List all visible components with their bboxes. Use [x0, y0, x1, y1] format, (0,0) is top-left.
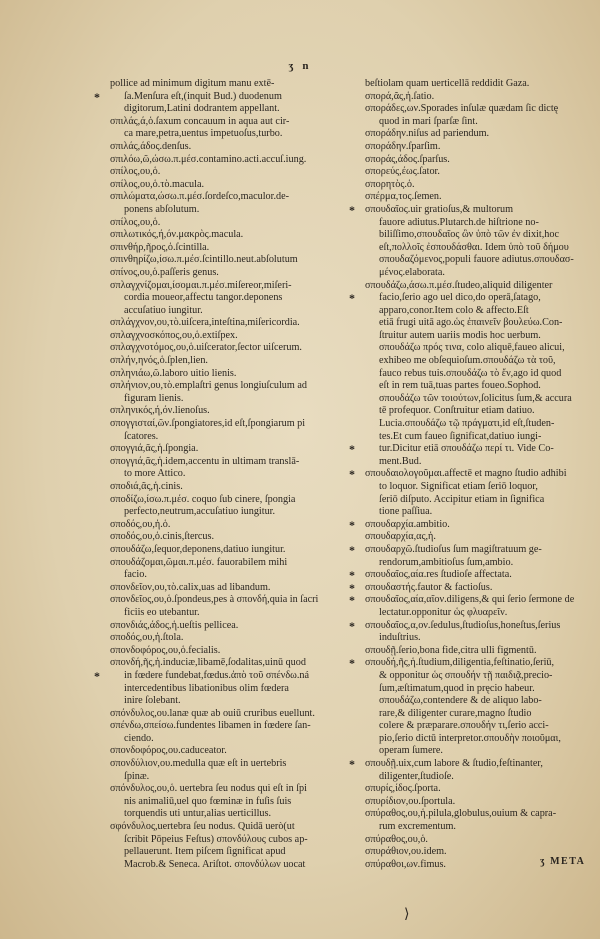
text-line: [110, 141, 335, 154]
line-text: σποράδην.niſus ad pariendum.: [365, 128, 490, 140]
text-line: [365, 733, 590, 746]
text-line: [110, 645, 335, 658]
line-text: colere & præparare.σπουδήν τι,ſerio acci-: [379, 720, 549, 732]
line-text: σπονδύλιον,ου.medulla quæ eſt in uertebris: [110, 758, 287, 770]
line-text: etiā frugi uitā ago.ὡς ἐπαινεῖν βουλεύω.Con-: [379, 317, 563, 329]
line-text: ciendo.: [124, 732, 154, 744]
text-line: [365, 695, 590, 708]
text-line: [349, 593, 590, 608]
text-line: [365, 305, 590, 318]
text-line: [110, 229, 335, 242]
asterisk-icon: *: [349, 467, 355, 482]
line-text: σπουδαῖος,αία,αῖον.diligens,& qui ſerio ſermone de: [365, 594, 575, 606]
line-text: Macrob.& Seneca. Ariſtot. σπονδύλων uocat: [124, 858, 306, 870]
line-text: σπονδοφόρος,ου.caduceator.: [110, 745, 227, 757]
text-line: [365, 103, 590, 116]
line-text: perfecto,neutrum,accuſatiuo iungitur.: [124, 506, 276, 518]
line-text: quod in mari ſparſæ ſint.: [379, 115, 478, 127]
asterisk-icon: *: [349, 202, 355, 217]
line-text: σποράδην.ſparſim.: [365, 140, 441, 152]
line-text: σπίλος,ου,ὁ.: [110, 166, 161, 178]
text-line: [349, 568, 590, 583]
text-line: [110, 569, 335, 582]
text-line: [110, 166, 335, 179]
line-text: σπυράθιον,ου.idem.: [365, 846, 447, 858]
text-line: [94, 89, 335, 104]
line-text: ca mare,petra,uentus impetuoſus,turbo.: [124, 128, 283, 140]
line-text: σποδιά,ᾶς,ἡ.cinis.: [110, 481, 183, 492]
text-line: [110, 594, 335, 607]
asterisk-icon: *: [349, 517, 355, 532]
text-line: [110, 368, 335, 381]
line-text: facio,ſerio ago uel dico,do operā,ſatago,: [379, 292, 541, 304]
line-text: σπουδαζόμενος,populi fauore adiutus.σπουδασ-: [379, 254, 574, 266]
text-line: [349, 656, 590, 671]
line-text: σπέρμα,τος.ſemen.: [365, 191, 442, 203]
text-line: [365, 456, 590, 469]
text-line: [365, 393, 590, 406]
text-line: [365, 330, 590, 343]
line-text: beſtiolam quam uerticellā reddidit Gaza.: [365, 78, 530, 89]
text-line: [110, 330, 335, 343]
text-line: [365, 431, 590, 444]
line-text: σποδίζω,ίσω.π.μέσ. coquo ſub cinere, ſpongia: [110, 493, 296, 505]
line-text: σπουδάζω,ſequor,deponens,datiuo iungitur.: [110, 543, 286, 555]
text-line: [365, 783, 590, 796]
text-line: [365, 708, 590, 721]
text-line: [365, 342, 590, 355]
line-text: σποδός,ου,ἡ.ſtola.: [110, 632, 184, 644]
text-line: [110, 204, 335, 217]
line-text: σποράδες,ων.Sporades inſulæ quædam ſic dictę: [365, 103, 559, 115]
text-line: [110, 431, 335, 444]
line-text: induſtrius.: [379, 632, 421, 644]
text-line: [365, 405, 590, 418]
text-line: [110, 305, 335, 318]
text-line: [110, 846, 335, 859]
line-text: σπύραθος,ου,ὁ.: [365, 833, 428, 845]
line-text: cordia moueor,affectu tangor.deponens: [124, 292, 283, 304]
text-line: [349, 467, 590, 482]
line-text: ſum,æſtimatum,quod in pręcio habeur.: [379, 682, 535, 694]
line-text: σπουδή,ῆς,ἡ.ſtudium,diligentia,feſtinatio,ſeriū,: [365, 657, 555, 669]
left-column: [94, 78, 335, 871]
text-line: [365, 179, 590, 192]
text-line: [110, 657, 335, 670]
line-text: inire ſolebant.: [124, 695, 181, 707]
text-line: [110, 405, 335, 418]
asterisk-icon: *: [349, 580, 355, 595]
asterisk-icon: *: [349, 757, 355, 772]
text-line: [365, 280, 590, 293]
line-text: σπονδεῖος,ου,ὁ.ſpondeus,pes à σπονδή,quia in ſacri: [110, 594, 319, 606]
text-line: [365, 368, 590, 381]
line-text: σπιλάς,ά,ὁ.ſaxum concauum in aqua aut cir-: [110, 115, 290, 127]
line-text: σπιλόω,ῶ,ώσω.π.μέσ.contamino.acti.accuſ.iung.: [110, 153, 307, 165]
line-text: σπουδαῖος.uir gratioſus,& multorum: [365, 203, 514, 215]
line-text: σπινθηρίζω,ίσω.π.μέσ.ſcintillo.neut.abſolutum: [110, 254, 298, 266]
text-line: [110, 783, 335, 796]
text-line: [365, 494, 590, 507]
text-line: [110, 771, 335, 784]
line-text: σπένδω,σπείσω.fundentes libamen in fœdere ſan-: [110, 720, 311, 732]
text-line: [110, 418, 335, 431]
text-line: [365, 645, 590, 658]
line-text: σπουδαρχῶ.ſtudioſus ſum magiſtratuum ge-: [365, 543, 542, 555]
text-line: [365, 531, 590, 544]
line-text: to more Attico.: [124, 468, 186, 480]
text-line: [365, 771, 590, 784]
text-line: [365, 821, 590, 834]
text-line: [110, 758, 335, 771]
gutter-mark-icon: ⟩: [404, 907, 410, 922]
text-line: [110, 456, 335, 469]
line-text: & opponitur ὡς σπουδήν τῇ παιδιᾷ,precio-: [379, 669, 553, 681]
line-text: biliſſimo,σπουδαῖος ὢν ὑπὸ τῶν ἐν dixit,hoc: [379, 229, 559, 241]
text-line: [110, 393, 335, 406]
line-text: μένος.elaborata.: [379, 266, 445, 278]
line-text: pellauerunt. Item piſcem ſignificat apud: [124, 846, 286, 858]
line-text: fauore adiutus.Plutarch.de hiſtrione no-: [379, 216, 539, 228]
asterisk-icon: *: [94, 668, 100, 683]
text-line: [110, 745, 335, 758]
text-line: [365, 229, 590, 242]
text-line: [110, 154, 335, 167]
line-text: σπληνιάω,ῶ.laboro uitio lienis.: [110, 367, 237, 379]
line-text: tur.Dicitur etiā σπουδάζω περί τι. Vide Co-: [379, 443, 554, 455]
text-line: [349, 202, 590, 217]
line-text: σπονδεῖον,ου,τὸ.calix,uas ad libandum.: [110, 581, 271, 593]
line-text: σπορητὸς.ὁ.: [365, 178, 415, 190]
line-text: σπυρίδιον,ου.ſportula.: [365, 795, 456, 807]
line-text: σπουδαρχία.ambitio.: [365, 518, 450, 530]
line-text: σπογγιά,ᾶς,ἡ.idem,accentu in ultimam translā-: [110, 455, 300, 467]
line-text: σπόνδυλος,ου,ὁ. uertebra ſeu nodus qui eſt in ſpi: [110, 783, 307, 795]
line-text: fauco rebus tuis.σπουδάζω τὸ ἔν,ago id quod: [379, 367, 562, 379]
line-text: σπουδάζω,άσω.π.μέσ.ſtudeo,aliquid diligenter: [365, 279, 553, 291]
line-text: Lucia.σπουδάζω τῷ πράγματι,id eſt,ſtuden-: [379, 418, 555, 430]
text-line: [365, 267, 590, 280]
line-text: σπουδάζω πρός τινα, colo aliquē,faueo alicui,: [379, 342, 565, 354]
text-line: [110, 683, 335, 696]
line-text: σπουδαιολογοῦμαι.affectē et magno ſtudio adhibi: [365, 468, 567, 480]
line-text: rendorum,ambitioſus ſum,ambio.: [379, 556, 514, 568]
line-text: σπλάγχνον,ου,τὸ.uiſcera,inteſtina,miſericordia.: [110, 317, 300, 329]
line-text: σπουδαστής.fautor & factioſus.: [365, 581, 493, 593]
text-line: [349, 517, 590, 532]
text-line: [110, 632, 335, 645]
text-line: [110, 708, 335, 721]
text-line: [349, 291, 590, 306]
line-text: digitorum,Latini dodrantem appellant.: [124, 103, 280, 115]
text-line: [110, 494, 335, 507]
line-text: nis animaliū,uel quo fœminæ in fuſis ſuis: [124, 795, 292, 807]
text-line: [365, 191, 590, 204]
line-text: σπυρίς,ίδος.ſporta.: [365, 783, 441, 795]
text-line: [365, 557, 590, 570]
line-text: ment.Bud.: [379, 455, 422, 467]
line-text: operam ſumere.: [379, 745, 443, 757]
line-text: pollice ad minimum digitum manu extē-: [110, 78, 275, 89]
right-column: [349, 78, 590, 871]
asterisk-icon: *: [349, 542, 355, 557]
line-text: σπλαγχνίζομαι,ίσομαι.π.μέσ.miſereor,miſeri-: [110, 279, 292, 291]
text-line: [349, 757, 590, 772]
text-line: [365, 317, 590, 330]
line-text: σπονδή,ῆς,ἡ.induciæ,libamē,ſodalitas,uinū quod: [110, 657, 306, 669]
line-text: eſt,πολλοῖς ἐσπουδάσθαι. Idem ὑπὸ τοῦ δήμου: [379, 241, 569, 253]
line-text: σπλαγχνοσκόπος,ου,ὁ.extiſpex.: [110, 329, 238, 341]
line-text: exhibeo me obſequioſum.σπουδάζω τὰ τοῦ,: [379, 355, 556, 367]
line-text: σπουδάζομαι,ῶμαι.π.μέσ. fauorabilem mihi: [110, 556, 288, 568]
line-text: σπίλος,ου,ὁ.: [110, 216, 161, 228]
line-text: to loquor. Significat etiam ſeriō loquor,: [379, 481, 538, 492]
text-line: [365, 481, 590, 494]
line-text: facio.: [124, 569, 147, 581]
line-text: σπουδαῖος,αία.res ſtudioſe affectata.: [365, 569, 512, 581]
text-line: [110, 380, 335, 393]
text-line: [365, 141, 590, 154]
text-line: [110, 557, 335, 570]
line-text: σπληνικός,ή,όν.lienoſus.: [110, 405, 210, 417]
text-line: [110, 468, 335, 481]
asterisk-icon: *: [349, 618, 355, 633]
text-line: [110, 443, 335, 456]
line-text: σπιλωτικός,ή,όν.μακρὸς.macula.: [110, 229, 244, 241]
line-text: ſcribit Pōpeius Feſtus) σπονδύλους cubos ap-: [124, 833, 308, 845]
line-text: σπουδῇ.ſerio,bona fide,citra ulli figmentū.: [365, 644, 537, 656]
line-text: rum excrementum.: [379, 821, 456, 833]
text-line: [110, 128, 335, 141]
asterisk-icon: *: [94, 89, 100, 104]
text-line: [365, 78, 590, 91]
text-line: [110, 242, 335, 255]
line-text: torquendis uti untur,alias uerticillus.: [124, 808, 272, 820]
asterisk-icon: *: [349, 656, 355, 671]
text-line: [365, 796, 590, 809]
text-line: [349, 442, 590, 457]
text-line: [110, 859, 335, 872]
text-line: [365, 506, 590, 519]
text-line: [110, 317, 335, 330]
asterisk-icon: *: [349, 442, 355, 457]
line-text: intercedentibus libationibus olim fœdera: [124, 682, 289, 694]
line-text: ponens abſolutum.: [124, 203, 200, 215]
text-line: [110, 217, 335, 230]
page-signature: ʒ n: [288, 60, 312, 72]
line-text: σπουδάζω τῶν τοιούτων,ſolicitus ſum,& accura: [379, 392, 572, 404]
text-line: [365, 128, 590, 141]
line-text: σπορά,ᾶς,ἡ.ſatio.: [365, 90, 435, 102]
text-line: [349, 580, 590, 595]
line-text: σπογγισταί,ῶν.ſpongiatores,id eſt,ſpongiarum pi: [110, 418, 306, 430]
text-line: [365, 217, 590, 230]
text-line: [365, 632, 590, 645]
text-line: [365, 834, 590, 847]
line-text: ſcatores.: [124, 430, 159, 442]
line-text: pio,ſerio dictū interpretor.σπουδὴν ποιοῦμαι,: [379, 732, 561, 744]
line-text: tione paſſiua.: [379, 506, 433, 518]
text-line: [365, 254, 590, 267]
text-line: [110, 796, 335, 809]
line-text: σπόνδυλος,ου.lanæ quæ ab ouiū cruribus euellunt.: [110, 707, 315, 719]
line-text: figuram lienis.: [124, 392, 184, 404]
text-line: [110, 544, 335, 557]
line-text: σπουδαῖος,α,ον.ſedulus,ſtudioſus,honeſtus,ſerius: [365, 619, 561, 631]
text-line: [365, 670, 590, 683]
text-line: [365, 745, 590, 758]
line-text: σπλαγχνοτόμος,ου,ὁ.uiſcerator,ſector uiſcerum.: [110, 342, 302, 354]
line-text: ſtruitur autem uariis modis hoc uerbum.: [379, 329, 541, 341]
catchword: ʒ META: [540, 856, 586, 867]
line-text: diligenter,ſtudioſe.: [379, 770, 454, 782]
line-text: σπίλος,ου,ὁ.τὸ.macula.: [110, 178, 205, 190]
line-text: eſt in rem tuā,tuas partes foueo.Sophod.: [379, 380, 541, 392]
text-line: [110, 620, 335, 633]
line-text: σφόνδυλος,uertebra ſeu nodus. Quidā uerò(ut: [110, 821, 295, 833]
text-line: [365, 154, 590, 167]
line-text: σπίνος,ου,ὁ.paſſeris genus.: [110, 266, 219, 278]
text-line: [365, 808, 590, 821]
text-line: [110, 607, 335, 620]
line-text: ficiis eo utebantur.: [124, 606, 200, 618]
text-line: [110, 267, 335, 280]
line-text: apparo,conor.Item colo & affecto.Eſt: [379, 304, 529, 316]
text-line: [110, 191, 335, 204]
line-text: ſa.Menſura eſt,(inquit Bud.) duodenum: [124, 90, 282, 102]
text-line: [365, 91, 590, 104]
line-text: in fœdere fundebat,fœdus.ἀπὸ τοῦ σπένδω.ná: [124, 669, 310, 681]
text-line: [110, 116, 335, 129]
line-text: σπινθήρ,ῆρος,ὁ.ſcintilla.: [110, 241, 210, 253]
text-line: [110, 292, 335, 305]
text-line: [110, 733, 335, 746]
text-line: [110, 103, 335, 116]
text-line: [365, 683, 590, 696]
line-text: σποράς,άδος.ſparſus.: [365, 153, 450, 165]
text-line: [110, 179, 335, 192]
text-line: [110, 834, 335, 847]
line-text: tes.Et cum faueo ſignificat,datiuo iungi-: [379, 430, 542, 442]
line-text: σπουδάζω,contendere & de aliquo labo-: [379, 695, 542, 707]
line-text: σπουδαρχία,ας,ἡ.: [365, 531, 436, 543]
line-text: σπιλώματα,ώσω.π.μέσ.ſordeſco,maculor.de-: [110, 191, 290, 203]
text-line: [110, 531, 335, 544]
line-text: σποδός,ου,ἡ.ὁ.: [110, 518, 171, 530]
text-line: [94, 668, 335, 683]
text-line: [110, 355, 335, 368]
asterisk-icon: *: [349, 568, 355, 583]
line-text: σπογγιά,ᾶς,ἡ.ſpongia.: [110, 443, 199, 455]
line-text: σποδός,ου,ὁ.cinis,ſtercus.: [110, 531, 215, 543]
line-text: tē profequor. Conſtruitur etiam datiuo.: [379, 405, 535, 417]
line-text: σπύραθοι,ων.fimus.: [365, 858, 446, 870]
line-text: σπύραθος,ου,ἡ.pilula,globulus,ouium & capra-: [365, 808, 557, 820]
line-text: σπονδιάς,άδος,ἡ.ueſtis pellicea.: [110, 619, 239, 631]
text-line: [365, 166, 590, 179]
line-text: σπλήνιον,ου,τὸ.emplaſtri genus longiuſculum ad: [110, 380, 307, 392]
line-text: ſeriō diſputo. Accipitur etiam in ſignifica: [379, 493, 545, 505]
text-line: [349, 542, 590, 557]
text-line: [365, 242, 590, 255]
text-line: [110, 582, 335, 595]
line-text: σπορεύς,έως.ſator.: [365, 166, 440, 178]
text-line: [365, 418, 590, 431]
line-text: rare,& diligenter curare,magno ſtudio: [379, 707, 532, 719]
text-line: [110, 695, 335, 708]
line-text: σπουδῇ.uix,cum labore & ſtudio,feſtinanter,: [365, 758, 543, 770]
asterisk-icon: *: [349, 593, 355, 608]
text-line: [110, 720, 335, 733]
text-line: [110, 280, 335, 293]
text-line: [365, 720, 590, 733]
line-text: σπονδοφόρος,ου,ὁ.fecialis.: [110, 644, 221, 656]
text-line: [349, 618, 590, 633]
line-text: ſpinæ.: [124, 770, 150, 782]
text-line: [110, 821, 335, 834]
line-text: σπλήν,ηνός,ὁ.ſplen,lien.: [110, 355, 208, 367]
line-text: lectatur.opponitur ὡς φλυαρεῖν.: [379, 606, 508, 618]
text-line: [110, 481, 335, 494]
text-line: [110, 342, 335, 355]
asterisk-icon: *: [349, 291, 355, 306]
text-line: [110, 254, 335, 267]
text-line: [110, 519, 335, 532]
line-text: σπιλάς,άδος.denſus.: [110, 140, 192, 152]
text-line: [365, 116, 590, 129]
text-line: [365, 355, 590, 368]
text-line: [365, 380, 590, 393]
line-text: accuſatiuo iungitur.: [124, 304, 203, 316]
text-line: [110, 78, 335, 91]
text-line: [110, 808, 335, 821]
text-line: [110, 506, 335, 519]
text-line: [365, 607, 590, 620]
